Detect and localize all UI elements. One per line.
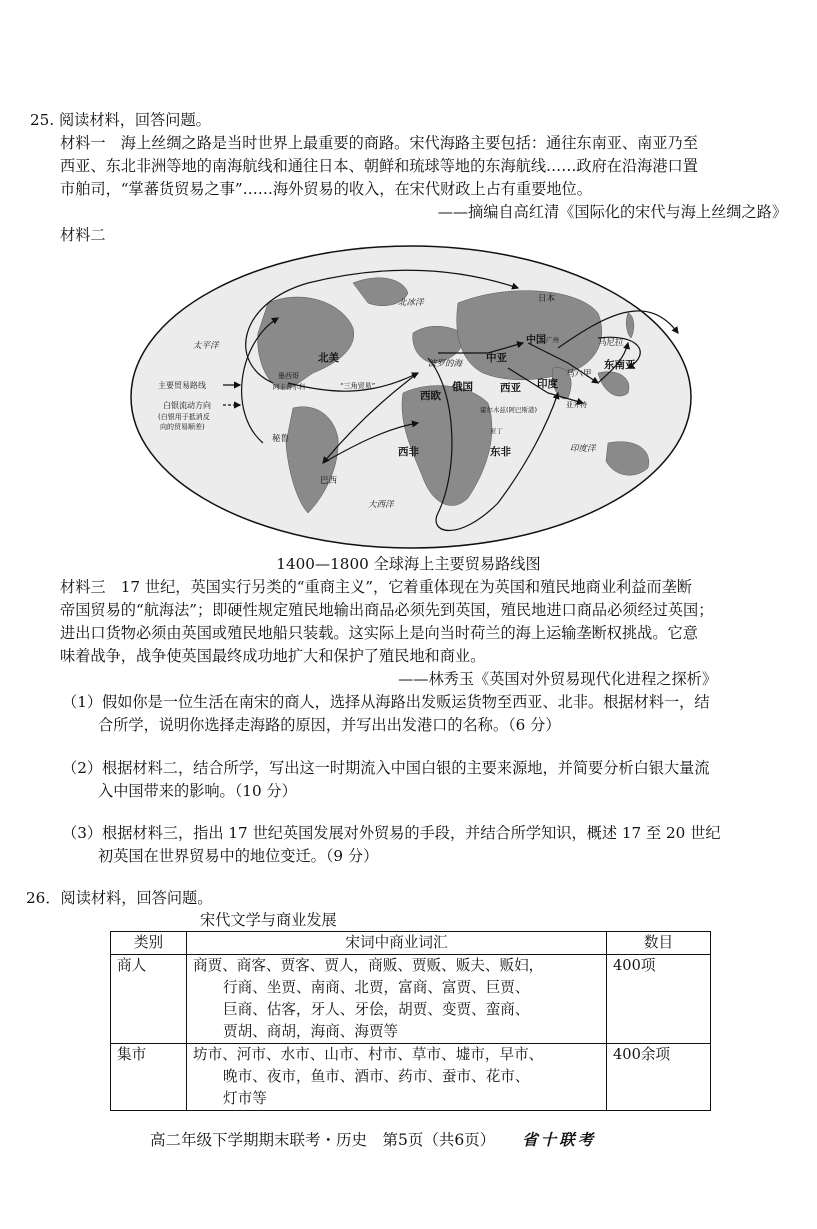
label-russia: 俄国 [452,381,473,393]
vocab-line: 坊市、河市、水市、山市、村市、草市、墟市，早市、 [193,1046,544,1063]
label-guangzhou: 广州 [546,336,559,344]
label-arctic: 北冰洋 [398,298,424,308]
label-west-africa: 西非 [398,446,419,458]
table-row [111,1044,711,1111]
vocab-line: 贾胡、商胡，海商、海贾等 [223,1023,399,1040]
material-3-line-1: 材料三 17 世纪，英国实行另类的“重商主义”，它着重体现在为英国和殖民地商业利益而垄断 [60,578,692,596]
material-3-source: ——林秀玉《英国对外贸易现代化进程之探析》 [398,670,717,688]
row-count: 400项 [607,955,711,1044]
vocab-line: 商贾、商客、贾客、贾人，商贩、贾贩、贩夫、贩妇， [193,957,544,974]
commerce-vocabulary-table [110,931,711,1111]
sub-question-3-line-1: （3）根据材料三，指出 17 世纪英国发展对外贸易的手段，并结合所学知识，概述 17 至 20 世纪 [62,824,721,842]
sub-question-3-line-2: 初英国在世界贸易中的地位变迁。（9 分） [98,847,379,865]
page-footer [150,1130,596,1150]
material-1-line-3: 市舶司，“掌蕃货贸易之事”……海外贸易的收入，在宋代财政上占有重要地位。 [60,180,592,198]
label-malacca: 马六甲 [566,369,592,379]
sub-question-1-line-1: （1）假如你是一位生活在南宋的商人，选择从海路出发贩运货物至西亚、北非。根据材料一，结 [62,693,710,711]
trade-route-map [128,243,694,551]
label-atlantic: 大西洋 [368,500,394,510]
row-vocabulary [187,955,607,1044]
label-brazil: 巴西 [320,476,338,486]
label-west-europe: 西欧 [420,390,441,402]
map-caption: 1400—1800 全球海上主要贸易路线图 [276,555,541,573]
vocab-line: 灯市等 [223,1090,267,1107]
label-mexico: 墨西哥 [278,372,299,380]
q26-title: 26．阅读材料，回答问题。 [26,889,213,907]
legend-route-label: 主要贸易路线 [158,381,206,390]
label-hormuz: 霍尔木兹(阿巴斯港) [480,406,538,414]
label-indian-ocean: 印度洋 [570,444,596,454]
label-pacific: 太平洋 [193,341,219,351]
sub-question-2-line-1: （2）根据材料二，结合所学，写出这一时期流入中国白银的主要来源地，并简要分析白银大量流 [62,759,710,777]
row-count: 400余项 [607,1044,711,1111]
header-category: 类别 [111,932,187,955]
material-1-source: ——摘编自高红清《国际化的宋代与海上丝绸之路》 [437,203,787,221]
sub-question-2-line-2: 入中国带来的影响。（10 分） [98,782,297,800]
material-3-line-3: 进出口货物必须由英国或殖民地船只装载。这实际上是向当时荷兰的海上运输垄断权挑战。它意 [60,624,698,642]
legend-silver-label: 白银流动方向 [163,401,211,410]
material-3-line-4: 味着战争，战争使英国最终成功地扩大和保护了殖民地和商业。 [60,647,486,665]
table-row [111,955,711,1044]
sub-question-1-line-2: 合所学，说明你选择走海路的原因，并写出出发港口的名称。（6 分） [98,716,561,734]
table-header-row [111,932,711,955]
label-java: 亚齐特 [566,401,587,409]
label-india: 印度 [537,378,558,390]
header-count: 数目 [607,932,711,955]
label-peru: 秘鲁 [272,434,290,444]
header-vocabulary: 宋词中商业词汇 [187,932,607,955]
footer-brand-logo: 省十联考 [522,1131,597,1149]
material-2-label: 材料二 [60,226,106,244]
label-southeast-asia: 东南亚 [604,359,636,371]
label-japan: 日本 [538,294,556,304]
label-north-america: 北美 [318,352,339,364]
vocab-line: 晚市、夜市，鱼市、酒市、药市、蚕市、花市、 [223,1068,530,1085]
row-category: 商人 [111,955,187,1044]
material-1-line-1: 材料一 海上丝绸之路是当时世界上最重要的商路。宋代海路主要包括：通往东南亚、南亚乃至 [60,134,698,152]
legend-silver-note-1: (白银用于抵消反 [158,413,210,421]
label-west-asia: 西亚 [500,382,521,394]
legend-silver-note-2: 向的贸易顺差) [160,423,205,431]
row-vocabulary [187,1044,607,1111]
row-category: 集市 [111,1044,187,1111]
material-3-line-2: 帝国贸易的“航海法”；即硬性规定殖民地输出商品必须先到英国，殖民地进口商品必须经过英国； [60,601,714,619]
table-title: 宋代文学与商业发展 [200,911,337,929]
label-china: 中国 [526,335,546,346]
label-aden: 亚丁 [490,427,503,435]
material-1-line-2: 西亚、东北非洲等地的南海航线和通往日本、朝鲜和琉球等地的东海航线……政府在沿海港口置 [60,157,698,175]
footer-text: 高二年级下学期期末联考・历史 第5页（共6页） [150,1131,496,1149]
label-central-asia: 中亚 [486,352,507,364]
label-acapulco: 阿卡普尔科 [273,383,306,391]
label-east-africa: 东非 [490,446,511,458]
vocab-line: 巨商、估客，牙人、牙侩，胡贾、变贾、蛮商、 [223,1001,530,1018]
label-triangle-trade: “三角贸易” [340,382,376,390]
vocab-line: 行商、坐贾、南商、北贾，富商、富贾、巨贾、 [223,979,530,996]
label-baltic: 波罗的海 [428,359,463,369]
label-manila: 马尼拉 [598,338,624,348]
q25-title: 25. 阅读材料，回答问题。 [30,111,211,129]
